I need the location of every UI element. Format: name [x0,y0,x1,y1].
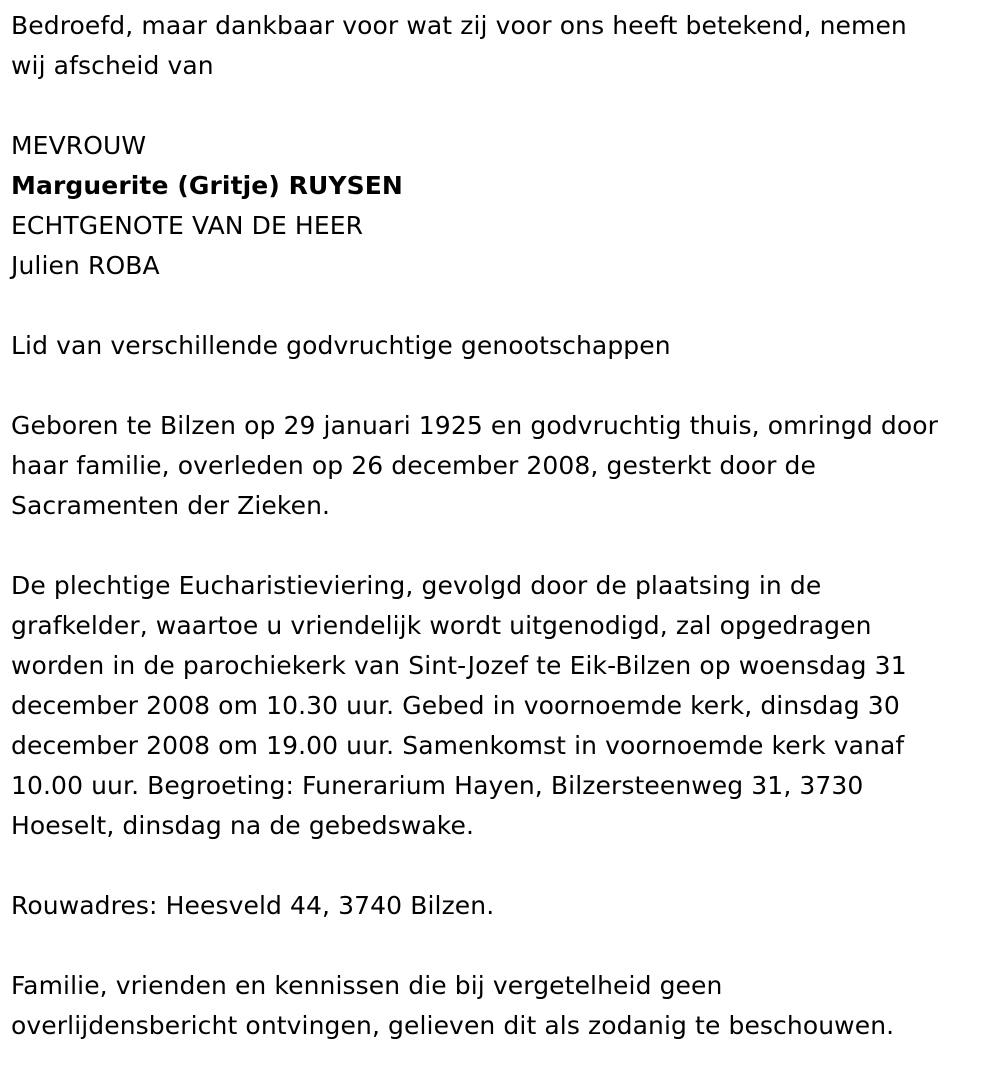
closing-line: Familie, vrienden en kennissen die bij vergetelheid geen [11,971,723,1000]
closing-line: overlijdensbericht ontvingen, gelieven dit als zodanig te beschouwen. [11,1011,895,1040]
ceremony-line: Hoeselt, dinsdag na de gebedswake. [11,811,474,840]
membership-text: Lid van verschillende godvruchtige genootschappen [11,331,671,360]
paragraph-spacer [11,846,1000,886]
birth-death-line: haar familie, overleden op 26 december 2008, gesterkt door de [11,451,817,480]
relation-label: ECHTGENOTE VAN DE HEER [11,211,364,240]
name-block [11,126,1000,286]
mourning-address: Rouwadres: Heesveld 44, 3740 Bilzen. [11,891,495,920]
ceremony-line: december 2008 om 19.00 uur. Samenkomst in voornoemde kerk vanaf [11,731,905,760]
ceremony-line: 10.00 uur. Begroeting: Funerarium Hayen, Bilzersteenweg 31, 3730 [11,771,864,800]
ceremony-paragraph [11,566,1000,846]
ceremony-line: worden in de parochiekerk van Sint-Jozef te Eik-Bilzen op woensdag 31 [11,651,907,680]
ceremony-line: De plechtige Eucharistieviering, gevolgd door de plaatsing in de [11,571,822,600]
ceremony-line: grafkelder, waartoe u vriendelijk wordt uitgenodigd, zal opgedragen [11,611,872,640]
paragraph-spacer [11,366,1000,406]
birth-death-line: Geboren te Bilzen op 29 januari 1925 en godvruchtig thuis, omringd door [11,411,939,440]
intro-line: wij afscheid van [11,51,214,80]
paragraph-spacer [11,86,1000,126]
intro-paragraph [11,6,1000,86]
paragraph-spacer [11,526,1000,566]
spouse-name: Julien ROBA [11,251,160,280]
birth-death-line: Sacramenten der Zieken. [11,491,331,520]
title-prefix: MEVROUW [11,131,147,160]
intro-line: Bedroefd, maar dankbaar voor wat zij voor ons heeft betekend, nemen [11,11,907,40]
paragraph-spacer [11,286,1000,326]
closing-paragraph [11,966,1000,1046]
ceremony-line: december 2008 om 10.30 uur. Gebed in voornoemde kerk, dinsdag 30 [11,691,900,720]
deceased-name: Marguerite (Gritje) RUYSEN [11,171,403,200]
paragraph-spacer [11,926,1000,966]
birth-death-paragraph [11,406,1000,526]
